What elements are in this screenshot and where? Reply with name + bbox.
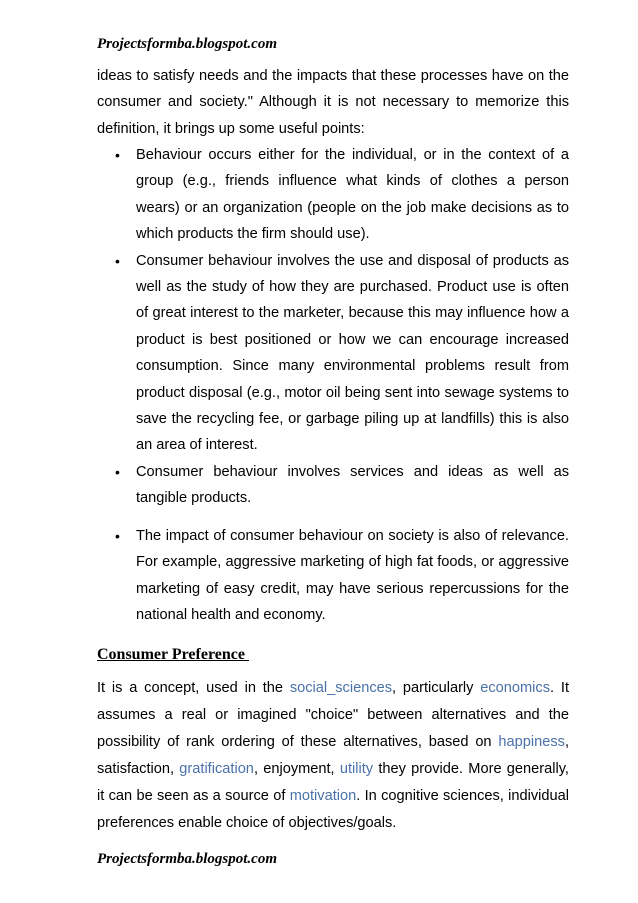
list-item-text: Consumer behaviour involves services and ideas as well as tangible products. [136, 463, 569, 507]
consumer-preference-paragraph [97, 675, 569, 837]
bullet-icon: • [115, 527, 120, 544]
paragraph-text: , particularly [392, 680, 481, 696]
intro-paragraph: ideas to satisfy needs and the impacts that these processes have on the consumer and society." Although it is not necessary to memorize this definition, it brings up some useful points: [97, 68, 569, 137]
link-gratification[interactable]: gratification [179, 761, 254, 777]
bullet-list [97, 142, 569, 628]
list-item [97, 459, 569, 512]
paragraph-text: . It assumes a real or imagined "choice" between alternatives and the possibility of rank ordering of these alternatives, based on [97, 680, 569, 750]
list-item [97, 523, 569, 629]
list-item [97, 248, 569, 459]
link-economics[interactable]: economics [480, 680, 551, 696]
paragraph-text: . In cognitive sciences, individual preferences enable choice of objectives/goals. [97, 788, 569, 831]
paragraph-text: , enjoyment, [253, 761, 340, 777]
link-social-sciences[interactable]: social_sciences [289, 680, 393, 696]
page-header: Projectsformba.blogspot.com [97, 36, 277, 52]
link-motivation[interactable]: motivation [289, 788, 357, 804]
list-item [97, 142, 569, 248]
list-item-text: Behaviour occurs either for the individual, or in the context of a group (e.g., friends influence what kinds of clothes a person wears) or an organization (people on the job make decisions as to which products the firm should use). [136, 147, 569, 243]
bullet-icon: • [115, 147, 120, 163]
list-item-text: The impact of consumer behaviour on society is also of relevance. For example, aggressive marketing of high fat foods, or aggressive marketing of easy credit, may have serious repercussions for the national health and economy. [136, 527, 569, 623]
list-item-text: Consumer behaviour involves the use and disposal of products as well as the study of how they are purchased. Product use is often of great interest to the marketer, because this may influence how a product is best positioned or how we can encourage increased consumption. Since many environmental problems result from product disposal (e.g., motor oil being sent into sewage systems to save the recycling fee, or garbage piling up at landfills) this is also an area of interest. [136, 252, 569, 454]
section-heading: Consumer Preference [97, 646, 249, 663]
link-happiness[interactable]: happiness [498, 734, 565, 750]
paragraph-text: , satisfaction, [97, 734, 569, 777]
page-footer: Projectsformba.blogspot.com [97, 851, 277, 867]
bullet-icon: • [115, 252, 120, 269]
link-utility[interactable]: utility [339, 761, 374, 777]
bullet-icon: • [115, 463, 120, 480]
paragraph-text: they provide. More generally, it can be seen as a source of [97, 761, 569, 804]
paragraph-text: It is a concept, used in the [97, 680, 290, 696]
